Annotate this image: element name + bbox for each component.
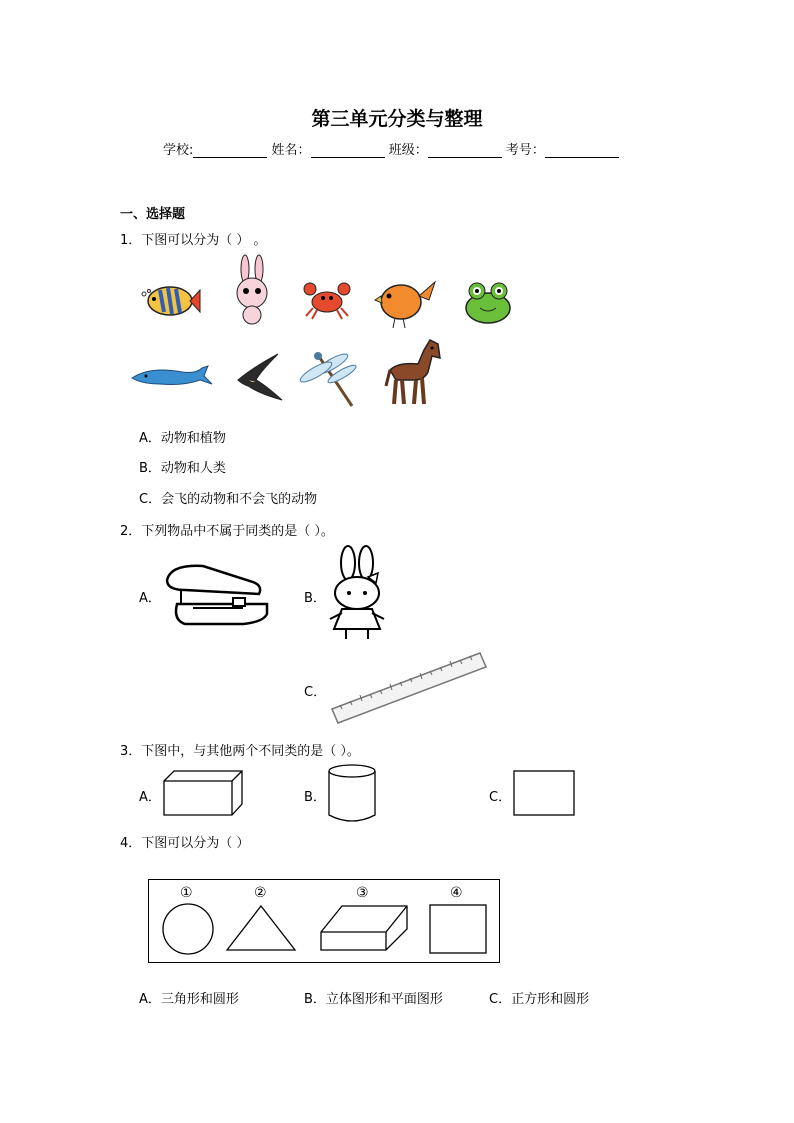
- rectangle-icon: [513, 770, 575, 816]
- fish-icon: [138, 282, 200, 320]
- q4-option-c[interactable]: C．正方形和圆形: [489, 992, 590, 1007]
- triangle-icon: [226, 905, 296, 951]
- number-label: 考号：: [505, 143, 545, 158]
- square-icon: [429, 904, 487, 954]
- class-field[interactable]: [428, 143, 502, 158]
- cylinder-icon: [327, 764, 377, 822]
- horse-icon: [384, 336, 442, 408]
- q4-label-3: ③: [356, 885, 369, 901]
- dragonfly-icon: [298, 346, 362, 408]
- name-field[interactable]: [311, 143, 385, 158]
- q2-option-c[interactable]: C．: [304, 685, 327, 700]
- name-label: 姓名：: [271, 143, 311, 158]
- q2-option-b[interactable]: B．: [304, 591, 326, 606]
- stapler-icon: [163, 560, 271, 628]
- dolphin-icon: [130, 362, 212, 390]
- cuboid-icon: [163, 770, 243, 816]
- q2-option-a[interactable]: A．: [139, 591, 161, 606]
- student-info: [163, 139, 619, 158]
- q4-option-b[interactable]: B．立体图形和平面图形: [304, 992, 443, 1007]
- q1-option-a[interactable]: A．动物和植物: [139, 431, 226, 446]
- q4-label-4: ④: [450, 885, 463, 901]
- q1-option-b[interactable]: B．动物和人类: [139, 461, 226, 476]
- class-label: 班级：: [388, 143, 428, 158]
- page-title: 第三单元分类与整理: [311, 108, 483, 130]
- q4-label-1: ①: [180, 885, 193, 901]
- q4-label-2: ②: [254, 885, 267, 901]
- frog-icon: [462, 280, 514, 326]
- q4-option-a[interactable]: A．三角形和圆形: [139, 992, 239, 1007]
- bird-icon: [375, 276, 437, 328]
- bunny-toy-icon: [326, 545, 388, 641]
- rabbit-icon: [232, 255, 272, 325]
- question-4-stem: 4．下图可以分为（ ）: [120, 836, 250, 851]
- question-2-stem: 2．下列物品中不属于同类的是（ ）。: [120, 524, 334, 539]
- school-field[interactable]: [193, 143, 267, 158]
- q3-option-a[interactable]: A．: [139, 790, 161, 805]
- swallow-icon: [230, 350, 282, 402]
- cuboid-icon: [320, 905, 408, 951]
- school-label: 学校:: [163, 143, 194, 158]
- q3-option-b[interactable]: B．: [304, 790, 326, 805]
- q3-option-c[interactable]: C．: [489, 790, 512, 805]
- question-1-stem: 1．下图可以分为（ ） 。: [120, 233, 267, 248]
- q1-option-c[interactable]: C．会飞的动物和不会飞的动物: [139, 492, 318, 507]
- ruler-icon: [330, 651, 488, 723]
- number-field[interactable]: [545, 143, 619, 158]
- section-heading: 一、选择题: [120, 207, 186, 222]
- circle-icon: [162, 903, 214, 955]
- question-3-stem: 3．下图中，与其他两个不同类的是（ ）。: [120, 744, 360, 759]
- crab-icon: [303, 280, 351, 320]
